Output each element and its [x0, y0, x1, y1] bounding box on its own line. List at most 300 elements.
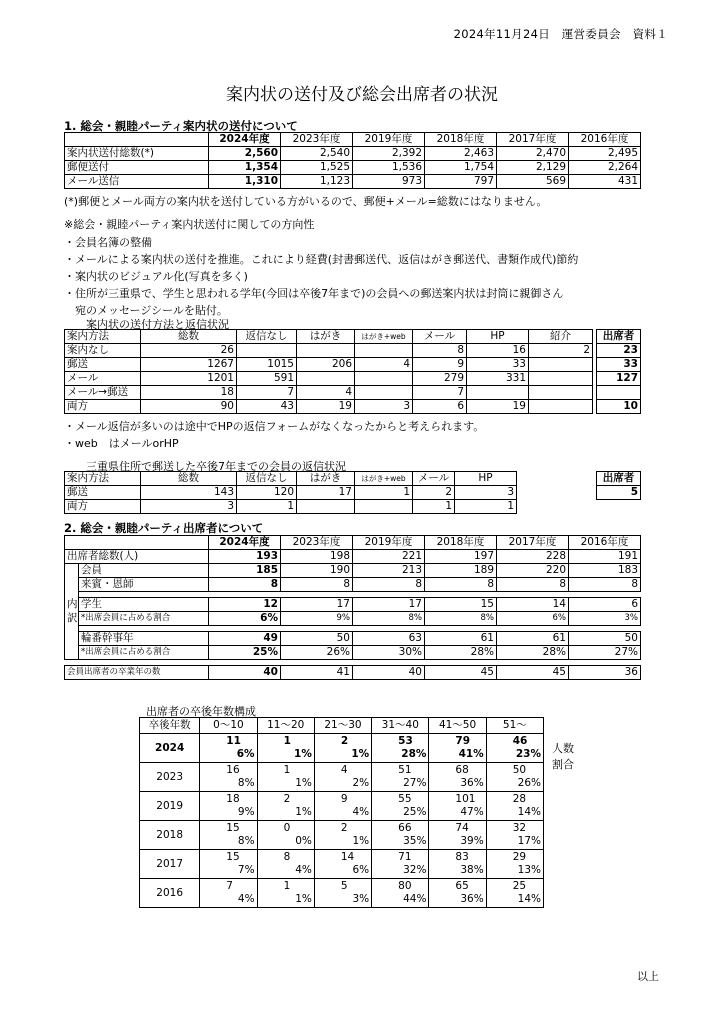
table-cell: 2,129: [497, 161, 569, 175]
count-value: 51: [398, 764, 412, 776]
mie-header-row: [65, 472, 517, 486]
section2-heading: 2. 総会・親睦パーティ出席者について: [64, 521, 264, 535]
table-cell: [429, 734, 486, 763]
table-cell: [257, 850, 314, 879]
table-cell: 8: [413, 344, 467, 358]
table-cell: [297, 372, 355, 386]
table-cell: 331: [467, 372, 529, 386]
count-value: 5: [340, 880, 348, 892]
ratio-value: 38%: [460, 864, 484, 876]
ratio-value: 1%: [295, 893, 312, 905]
mie-caption: 三重県住所で郵送した卒後7年までの会員の返信状況: [86, 460, 346, 473]
row-label: 両方: [65, 500, 141, 514]
table-cell: [429, 821, 486, 850]
table-cell: 2,463: [425, 147, 497, 161]
ratio-value: 4%: [295, 864, 312, 876]
table-cell: 120: [237, 486, 297, 500]
col-header: 案内方法: [65, 330, 141, 344]
year-label: 2024: [140, 734, 200, 763]
section1-header-row: [65, 133, 641, 147]
table-row: [65, 486, 517, 500]
attend-header: 出席者: [597, 472, 641, 486]
table-row: [65, 550, 641, 564]
table-cell: 221: [353, 550, 425, 564]
table-row: [65, 358, 593, 372]
ratio-value: 35%: [403, 835, 427, 847]
count-value: 68: [455, 764, 469, 776]
table-cell: 40: [353, 666, 425, 680]
table-cell: 206: [297, 358, 355, 372]
table-cell: 797: [425, 175, 497, 189]
table-cell: 19: [297, 400, 355, 414]
table-cell: 143: [141, 486, 237, 500]
table-row: [140, 763, 544, 792]
table-cell: 8: [425, 578, 497, 592]
col-header: 返信なし: [237, 330, 297, 344]
table-cell: 14: [497, 598, 569, 612]
table-row: [65, 386, 593, 400]
table-cell: [486, 879, 543, 908]
row-label: 会員出席者の卒業年の数: [65, 666, 209, 680]
table-cell: 6: [569, 598, 641, 612]
col-header: 2016年度: [569, 536, 641, 550]
table-cell: 33: [467, 358, 529, 372]
table-row: [65, 500, 517, 514]
count-value: 25: [512, 880, 527, 892]
row-label: メール→郵送: [65, 386, 141, 400]
table-cell: [429, 850, 486, 879]
count-value: 32: [512, 822, 527, 834]
ratio-value: 27%: [403, 777, 427, 789]
count-value: 101: [455, 793, 476, 805]
table-cell: 3: [141, 500, 237, 514]
count-value: 2: [283, 793, 291, 805]
table-cell: 1: [355, 486, 413, 500]
count-value: 4: [340, 764, 348, 776]
ratio-value: 9%: [237, 806, 255, 818]
count-value: 11: [226, 735, 241, 747]
table-cell: [372, 850, 429, 879]
col-header: 41～50: [429, 718, 486, 734]
table-cell: 49: [209, 632, 281, 646]
table-cell: [314, 792, 371, 821]
breakdown-label: 訳: [65, 612, 79, 626]
col-header: 11～20: [257, 718, 314, 734]
table-cell: 63: [353, 632, 425, 646]
count-value: 0: [283, 822, 291, 834]
count-value: 29: [512, 851, 527, 863]
mie-attend-table: [596, 471, 641, 500]
table-cell: 1267: [141, 358, 237, 372]
row-label: 両方: [65, 400, 141, 414]
col-header: 総数: [141, 330, 237, 344]
col-header: 2017年度: [497, 536, 569, 550]
table-row: [140, 850, 544, 879]
table-cell: [529, 372, 593, 386]
ratio-value: 2%: [352, 777, 370, 789]
col-header: 2023年度: [281, 133, 353, 147]
col-header: 2024年度: [209, 536, 281, 550]
col-header: 2023年度: [281, 536, 353, 550]
table-cell: 6%: [209, 612, 281, 626]
attend-cell: 23: [597, 344, 641, 358]
table-cell: 1,525: [281, 161, 353, 175]
table-row: [65, 612, 641, 626]
col-header: 返信なし: [237, 472, 297, 486]
table-cell: 3: [455, 486, 517, 500]
count-value: 80: [398, 880, 412, 892]
table-cell: 2,470: [497, 147, 569, 161]
reply-table: [64, 329, 593, 414]
table-cell: 189: [425, 564, 497, 578]
table-cell: [486, 792, 543, 821]
table-cell: [297, 500, 355, 514]
col-header: はがき: [297, 330, 355, 344]
table-cell: 8%: [353, 612, 425, 626]
ratio-value: 6%: [352, 864, 370, 876]
count-value: 28: [512, 793, 527, 805]
direction-item: ・会員名簿の整備: [64, 236, 152, 249]
table-cell: [429, 879, 486, 908]
ratio-value: 36%: [460, 777, 484, 789]
table-cell: 8%: [425, 612, 497, 626]
indent-cell: [65, 564, 79, 578]
table-cell: [372, 879, 429, 908]
table-cell: 1,754: [425, 161, 497, 175]
table-row: [65, 161, 641, 175]
col-header: 2016年度: [569, 133, 641, 147]
table-cell: 28%: [497, 646, 569, 660]
table-row: [65, 578, 641, 592]
table-cell: 12: [209, 598, 281, 612]
document-title: 案内状の送付及び総会出席者の状況: [226, 85, 498, 105]
table-cell: 185: [209, 564, 281, 578]
section1-footnote: (*)郵便とメール両方の案内状を送付している方がいるので、郵便+メール=総数にはなりません。: [64, 195, 548, 208]
table-cell: 19: [467, 400, 529, 414]
table-cell: [355, 386, 413, 400]
table-cell: 220: [497, 564, 569, 578]
table-cell: 30%: [353, 646, 425, 660]
table-cell: [486, 734, 543, 763]
count-value: 1: [283, 880, 291, 892]
row-label: 来賓・恩師: [79, 578, 209, 592]
row-label: 案内なし: [65, 344, 141, 358]
col-header: 2019年度: [353, 133, 425, 147]
ratio-value: 1%: [352, 835, 370, 847]
table-cell: [200, 792, 257, 821]
row-label: 輪番幹事年: [79, 632, 209, 646]
count-value: 14: [340, 851, 355, 863]
table-cell: [355, 344, 413, 358]
section2-table: [64, 535, 641, 680]
table-cell: 16: [467, 344, 529, 358]
table-cell: 45: [425, 666, 497, 680]
table-cell: 569: [497, 175, 569, 189]
table-cell: 1015: [237, 358, 297, 372]
ratio-value: 8%: [237, 835, 255, 847]
direction-item: ・住所が三重県で、学生と思われる学年(今回は卒後7年まで)の会員への郵送案内状は封筒に親御さん: [64, 287, 564, 300]
table-cell: 279: [413, 372, 467, 386]
col-header: 紹介: [529, 330, 593, 344]
table-cell: 191: [569, 550, 641, 564]
table-row: [65, 646, 641, 660]
count-value: 74: [455, 822, 469, 834]
count-value: 65: [455, 880, 469, 892]
table-cell: 50: [281, 632, 353, 646]
table-cell: 8: [281, 578, 353, 592]
row-label: *出席会員に占める割合: [79, 612, 209, 626]
col-header: HP: [455, 472, 517, 486]
table-cell: 17: [297, 486, 355, 500]
table-cell: [314, 821, 371, 850]
table-cell: 8: [569, 578, 641, 592]
row-label: 学生: [79, 598, 209, 612]
table-cell: 183: [569, 564, 641, 578]
table-row: [65, 400, 593, 414]
table-cell: [372, 734, 429, 763]
table-row: [140, 734, 544, 763]
table-cell: 213: [353, 564, 425, 578]
count-value: 53: [398, 735, 413, 747]
table-cell: [355, 372, 413, 386]
table-row: [140, 879, 544, 908]
table-cell: [200, 734, 257, 763]
direction-item: ・案内状のビジュアル化(写真を多く): [64, 270, 248, 283]
table-row: [65, 175, 641, 189]
table-cell: 2,392: [353, 147, 425, 161]
row-label: 郵送: [65, 486, 141, 500]
direction-item: ・メールによる案内状の送付を推進。これにより経費(封書郵送代、返信はがき郵送代、書類作成代)節約: [64, 253, 579, 266]
table-cell: 1: [237, 500, 297, 514]
table-cell: 2,264: [569, 161, 641, 175]
count-value: 2: [340, 735, 349, 747]
table-cell: 36: [569, 666, 641, 680]
table-cell: 45: [497, 666, 569, 680]
table-row: [65, 147, 641, 161]
row-label: 会員: [79, 564, 209, 578]
table-cell: 1,310: [209, 175, 281, 189]
col-header: メール: [413, 330, 467, 344]
ratio-value: 36%: [460, 893, 484, 905]
ratio-value: 41%: [458, 748, 484, 760]
row-label: メール: [65, 372, 141, 386]
table-cell: [257, 792, 314, 821]
year-label: 2017: [140, 850, 200, 879]
mie-table: [64, 471, 517, 514]
year-label: 2016: [140, 879, 200, 908]
count-value: 16: [226, 764, 240, 776]
table-cell: 190: [281, 564, 353, 578]
table-cell: 1,123: [281, 175, 353, 189]
table-row: [65, 598, 641, 612]
table-cell: [314, 734, 371, 763]
table-cell: [429, 763, 486, 792]
ratio-value: 4%: [352, 806, 370, 818]
table-cell: 198: [281, 550, 353, 564]
table-cell: [429, 792, 486, 821]
col-header: 21～30: [314, 718, 371, 734]
count-value: 8: [283, 851, 291, 863]
year-label: 2019: [140, 792, 200, 821]
table-cell: 193: [209, 550, 281, 564]
attend-cell: 10: [597, 400, 641, 414]
ratio-value: 26%: [517, 777, 541, 789]
ratio-value: 1%: [295, 777, 312, 789]
col-header: はがき+web: [355, 330, 413, 344]
table-cell: [372, 792, 429, 821]
direction-item: 宛のメッセージシールを貼付。: [64, 304, 228, 317]
col-header: 2019年度: [353, 536, 425, 550]
table-cell: 17: [281, 598, 353, 612]
table-cell: 3%: [569, 612, 641, 626]
years-table: [139, 717, 544, 908]
table-cell: 25%: [209, 646, 281, 660]
attend-cell: [597, 386, 641, 400]
table-cell: 7: [413, 386, 467, 400]
table-cell: 431: [569, 175, 641, 189]
table-cell: [486, 850, 543, 879]
section2-header-row: [65, 536, 641, 550]
table-row: [65, 666, 641, 680]
table-cell: [200, 763, 257, 792]
legend-count: 人数: [552, 742, 574, 755]
count-value: 1: [283, 735, 291, 747]
table-cell: 26: [141, 344, 237, 358]
years-caption: 出席者の卒後年数構成: [146, 705, 256, 718]
table-cell: 1,354: [209, 161, 281, 175]
table-cell: 8: [497, 578, 569, 592]
table-cell: 15: [425, 598, 497, 612]
indent-cell: [65, 632, 79, 646]
table-cell: 26%: [281, 646, 353, 660]
col-header: 卒後年数: [140, 718, 200, 734]
row-label: 郵送: [65, 358, 141, 372]
table-cell: 2: [413, 486, 455, 500]
table-cell: 3: [355, 400, 413, 414]
count-value: 50: [512, 764, 527, 776]
row-label: 案内状送付総数(*): [65, 147, 209, 161]
table-cell: 228: [497, 550, 569, 564]
table-cell: 4: [355, 358, 413, 372]
count-value: 71: [398, 851, 412, 863]
table-row: [65, 344, 593, 358]
table-cell: 90: [141, 400, 237, 414]
col-header: 2017年度: [497, 133, 569, 147]
document-header: 2024年11月24日 運営委員会 資料１: [453, 27, 668, 41]
ratio-value: 17%: [517, 835, 541, 847]
legend-ratio: 割合: [552, 758, 574, 771]
count-value: 55: [398, 793, 412, 805]
table-cell: 8: [353, 578, 425, 592]
table-cell: 1: [455, 500, 517, 514]
table-cell: 61: [497, 632, 569, 646]
years-header-row: [140, 718, 544, 734]
reply-note: ・メール返信が多いのは途中でHPの返信フォームがなくなったからと考えられます。: [64, 420, 485, 433]
table-cell: 17: [353, 598, 425, 612]
table-cell: 7: [237, 386, 297, 400]
col-header: 案内方法: [65, 472, 141, 486]
ratio-value: 1%: [351, 748, 370, 760]
count-value: 66: [398, 822, 412, 834]
row-label: 出席者総数(人): [65, 550, 209, 564]
section1-heading: 1. 総会・親睦パーティ案内状の送付について: [64, 119, 298, 133]
count-value: 15: [226, 822, 240, 834]
ratio-value: 39%: [460, 835, 484, 847]
ratio-value: 1%: [294, 748, 312, 760]
ratio-value: 6%: [236, 748, 255, 760]
col-header: はがき+web: [355, 472, 413, 486]
table-cell: [257, 763, 314, 792]
table-cell: 2,560: [209, 147, 281, 161]
blank-cell: [65, 536, 209, 550]
table-cell: 2: [529, 344, 593, 358]
direction-heading: ※総会・親睦パーティ案内状送付に関しての方向性: [64, 218, 315, 231]
count-value: 9: [340, 793, 348, 805]
table-row: [65, 372, 593, 386]
table-row: [140, 821, 544, 850]
count-value: 83: [455, 851, 469, 863]
row-label: 郵便送付: [65, 161, 209, 175]
count-value: 2: [340, 822, 348, 834]
table-cell: 4: [297, 386, 355, 400]
count-value: 79: [455, 735, 471, 747]
row-label: メール送信: [65, 175, 209, 189]
col-header: 51～: [486, 718, 543, 734]
ratio-value: 32%: [403, 864, 427, 876]
table-cell: [200, 850, 257, 879]
ratio-value: 3%: [352, 893, 370, 905]
ratio-value: 7%: [237, 864, 255, 876]
year-label: 2023: [140, 763, 200, 792]
table-cell: 50: [569, 632, 641, 646]
attend-cell: 127: [597, 372, 641, 386]
table-row: [65, 632, 641, 646]
table-cell: [257, 879, 314, 908]
footer-end: 以上: [637, 970, 659, 983]
attend-cell: 5: [597, 486, 641, 500]
table-cell: 973: [353, 175, 425, 189]
table-cell: [529, 386, 593, 400]
table-cell: 9%: [281, 612, 353, 626]
attend-header: 出席者: [597, 330, 641, 344]
year-label: 2018: [140, 821, 200, 850]
col-header: 2018年度: [425, 133, 497, 147]
table-cell: [257, 734, 314, 763]
indent-cell: [65, 578, 79, 592]
reply-caption: 案内状の送付方法と返信状況: [86, 318, 229, 331]
table-cell: [372, 821, 429, 850]
section1-table: [64, 132, 641, 189]
table-cell: 6%: [497, 612, 569, 626]
count-value: 18: [226, 793, 240, 805]
table-cell: [355, 500, 413, 514]
indent-cell: [65, 646, 79, 660]
table-cell: [529, 358, 593, 372]
count-value: 1: [283, 764, 291, 776]
table-cell: [486, 821, 543, 850]
table-cell: [237, 344, 297, 358]
breakdown-label: 内: [65, 598, 79, 612]
table-cell: [372, 763, 429, 792]
table-cell: 41: [281, 666, 353, 680]
table-cell: 27%: [569, 646, 641, 660]
table-cell: 1: [413, 500, 455, 514]
row-label: *出席会員に占める割合: [79, 646, 209, 660]
col-header: 2024年度: [209, 133, 281, 147]
col-header: 31～40: [372, 718, 429, 734]
count-value: 7: [226, 880, 233, 892]
table-cell: 40: [209, 666, 281, 680]
